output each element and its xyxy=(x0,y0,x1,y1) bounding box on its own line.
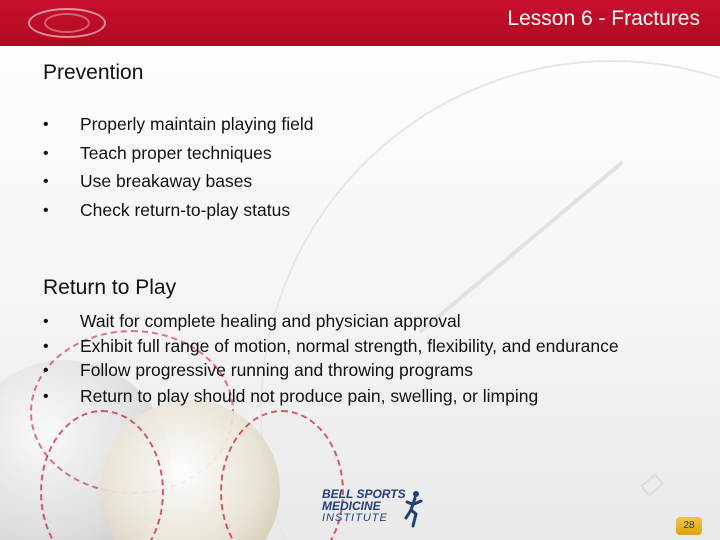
page-number: 28 xyxy=(676,517,702,535)
list-item xyxy=(43,142,640,165)
list-item-text: Properly maintain playing field xyxy=(80,114,314,134)
bullet-glyph: • xyxy=(43,173,49,190)
bullet-glyph: • xyxy=(43,313,49,330)
return-to-play-list xyxy=(43,310,640,410)
return-to-play-heading: Return to Play xyxy=(43,276,177,299)
bullet-glyph: • xyxy=(43,116,49,133)
list-item-text: Teach proper techniques xyxy=(80,142,272,163)
bell-sports-medicine-logo xyxy=(322,488,430,534)
baseball-image xyxy=(100,400,280,540)
list-item xyxy=(43,385,640,408)
list-item-text: Check return-to-play status xyxy=(80,199,291,220)
list-item xyxy=(43,359,640,382)
list-item-text: Exhibit full range of motion, normal strength, flexibility, and endurance xyxy=(80,335,619,356)
list-item-text: Return to play should not produce pain, swelling, or limping xyxy=(80,385,539,406)
bullet-glyph: • xyxy=(43,201,49,219)
logo-line-institute: INSTITUTE xyxy=(322,512,388,524)
logo-inner-ring xyxy=(44,13,90,33)
logo-line-medicine: MEDICINE xyxy=(322,499,381,513)
logo-line-bell-sports: BELL SPORTS xyxy=(322,487,406,501)
list-item xyxy=(43,113,640,136)
bullet-glyph: • xyxy=(43,362,49,380)
bullet-glyph: • xyxy=(43,337,49,355)
list-item xyxy=(43,199,640,222)
bullet-glyph: • xyxy=(43,144,49,162)
list-item xyxy=(43,170,640,193)
list-item xyxy=(43,310,640,333)
lesson-title: Lesson 6 - Fractures xyxy=(507,7,700,30)
list-item-text: Use breakaway bases xyxy=(80,171,253,191)
list-item-text: Wait for complete healing and physician approval xyxy=(80,311,461,331)
runner-icon xyxy=(404,490,424,528)
header-bar xyxy=(0,0,720,46)
prevention-list xyxy=(43,113,640,227)
list-item xyxy=(43,336,640,357)
prevention-heading: Prevention xyxy=(43,61,144,84)
list-item-text: Follow progressive running and throwing programs xyxy=(80,360,473,381)
organization-logo xyxy=(28,8,106,38)
bullet-glyph: • xyxy=(43,387,49,405)
